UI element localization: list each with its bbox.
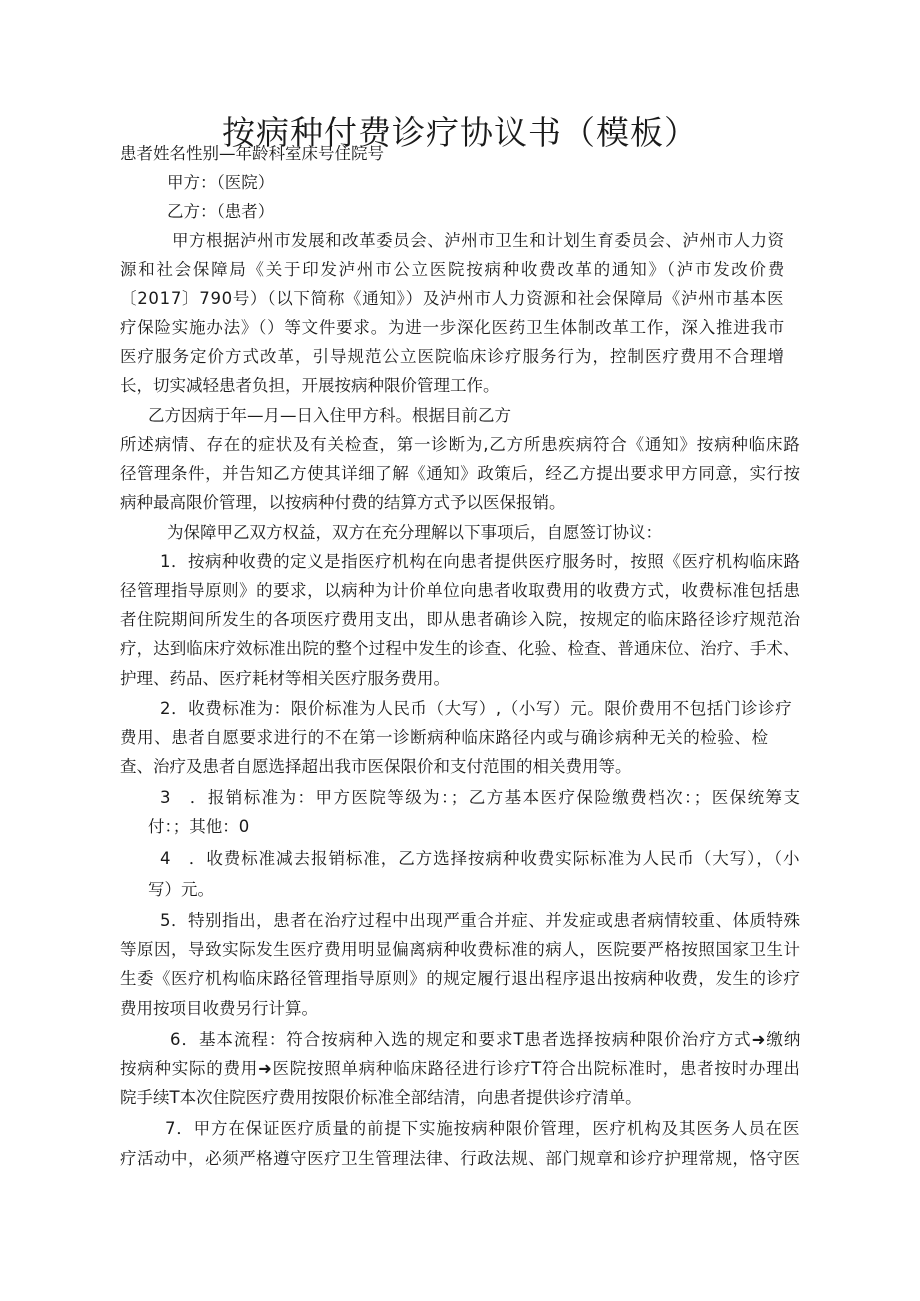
clause-5-line: 生委《医疗机构临床路径管理指导原则》的规定履行退出程序退出按病种收费，发生的诊疗	[120, 969, 801, 988]
clause-1-line: 者住院期间所发生的各项医疗费用支出，即从患者确诊入院，按规定的临床路径诊疗规范治	[120, 610, 801, 629]
clause-6-line: 院手续T本次住院医疗费用按限价标准全部结清，向患者提供诊疗清单。	[120, 1088, 642, 1107]
paragraph-basis-line: 疗保险实施办法》（）等文件要求。为进一步深化医药卫生体制改革工作，深入推进我市	[120, 318, 786, 337]
paragraph-basis-line: 长，切实减轻患者负担，开展按病种限价管理工作。	[120, 376, 500, 395]
clause-1-line: 疗，达到临床疗效标准出院的整个过程中发生的诊查、化验、检查、普通床位、治疗、手术、	[120, 639, 800, 658]
clause-4-line: 4 ．收费标准减去报销标准，乙方选择按病种收费实际标准为人民币（大写），（小	[160, 849, 801, 868]
clause-3-line: 3 ．报销标准为：甲方医院等级为：；乙方基本医疗保险缴费档次：；医保统筹支	[160, 788, 802, 807]
clause-7-line: 疗活动中，必须严格遵守医疗卫生管理法律、行政法规、部门规章和诊疗护理常规，恪守医	[120, 1149, 801, 1168]
paragraph-basis-line: 〔2017〕790号）（以下简称《通知》）及泸州市人力资源和社会保障局《泸州市基本医	[120, 289, 785, 308]
patient-info-fields: 患者姓名性别—年龄科室床号住院号	[120, 144, 384, 163]
clause-1-line: 护理、药品、医疗耗材等相关医疗服务费用。	[120, 669, 450, 688]
paragraph-basis-line: 医疗服务定价方式改革，引导规范公立医院临床诊疗服务行为，控制医疗费用不合理增	[120, 347, 785, 366]
paragraph-admission-line: 病种最高限价管理，以按病种付费的结算方式予以医保报销。	[120, 493, 566, 512]
clause-1-line: 径管理指导原则》的要求，以病种为计价单位向患者收取费用的收费方式，收费标准包括患	[120, 581, 801, 600]
clause-1-line: 1．按病种收费的定义是指医疗机构在向患者提供医疗服务时，按照《医疗机构临床路	[160, 552, 801, 571]
clause-2-line: 2．收费标准为：限价标准为人民币（大写）,（小写）元。限价费用不包括门诊诊疗	[160, 699, 793, 718]
clause-5-line: 等原因，导致实际发生医疗费用明显偏离病种收费标准的病人，医院要严格按照国家卫生计	[120, 940, 801, 959]
party-b-line: 乙方：（患者）	[167, 202, 275, 221]
clause-4-line: 写）元。	[148, 880, 214, 899]
paragraph-basis-line: 源和社会保障局《关于印发泸州市公立医院按病种收费改革的通知》（泸市发改价费	[120, 260, 786, 279]
paragraph-basis-line: 甲方根据泸州市发展和改革委员会、泸州市卫生和计划生育委员会、泸州市人力资	[172, 231, 785, 250]
clause-2-line: 费用、患者自愿要求进行的不在第一诊断病种临床路径内或与确诊病种无关的检验、检	[120, 728, 769, 747]
paragraph-admission-line: 乙方因病于年—月—日入住甲方科。根据目前乙方	[148, 406, 511, 425]
paragraph-admission-line: 径管理条件，并告知乙方使其详细了解《通知》政策后，经乙方提出要求甲方同意，实行按	[120, 464, 801, 483]
clause-5-line: 5．特别指出，患者在治疗过程中出现严重合并症、并发症或患者病情较重、体质特殊	[160, 911, 801, 930]
clause-7-line: 7．甲方在保证医疗质量的前提下实施按病种限价管理，医疗机构及其医务人员在医	[165, 1119, 801, 1138]
clause-6-line: 6．基本流程：符合按病种入选的规定和要求T患者选择按病种限价治疗方式➜缴纳	[170, 1030, 802, 1049]
party-a-line: 甲方：（医院）	[167, 173, 275, 192]
paragraph-admission-line: 所述病情、存在的症状及有关检查，第一诊断为,乙方所患疾病符合《通知》按病种临床路	[120, 435, 801, 454]
document-title: 按病种付费诊疗协议书（模板）	[222, 113, 698, 153]
clause-2-line: 查、治疗及患者自愿选择超出我市医保限价和支付范围的相关费用等。	[120, 757, 632, 776]
clause-3-line: 付：；其他：0	[148, 817, 250, 836]
clause-6-line: 按病种实际的费用➜医院按照单病种临床路径进行诊疗T符合出院标准时，患者按时办理出	[120, 1059, 801, 1078]
clause-5-line: 费用按项目收费另行计算。	[120, 999, 318, 1018]
paragraph-agreement-intro-line: 为保障甲乙双方权益，双方在充分理解以下事项后，自愿签订协议：	[167, 523, 662, 542]
